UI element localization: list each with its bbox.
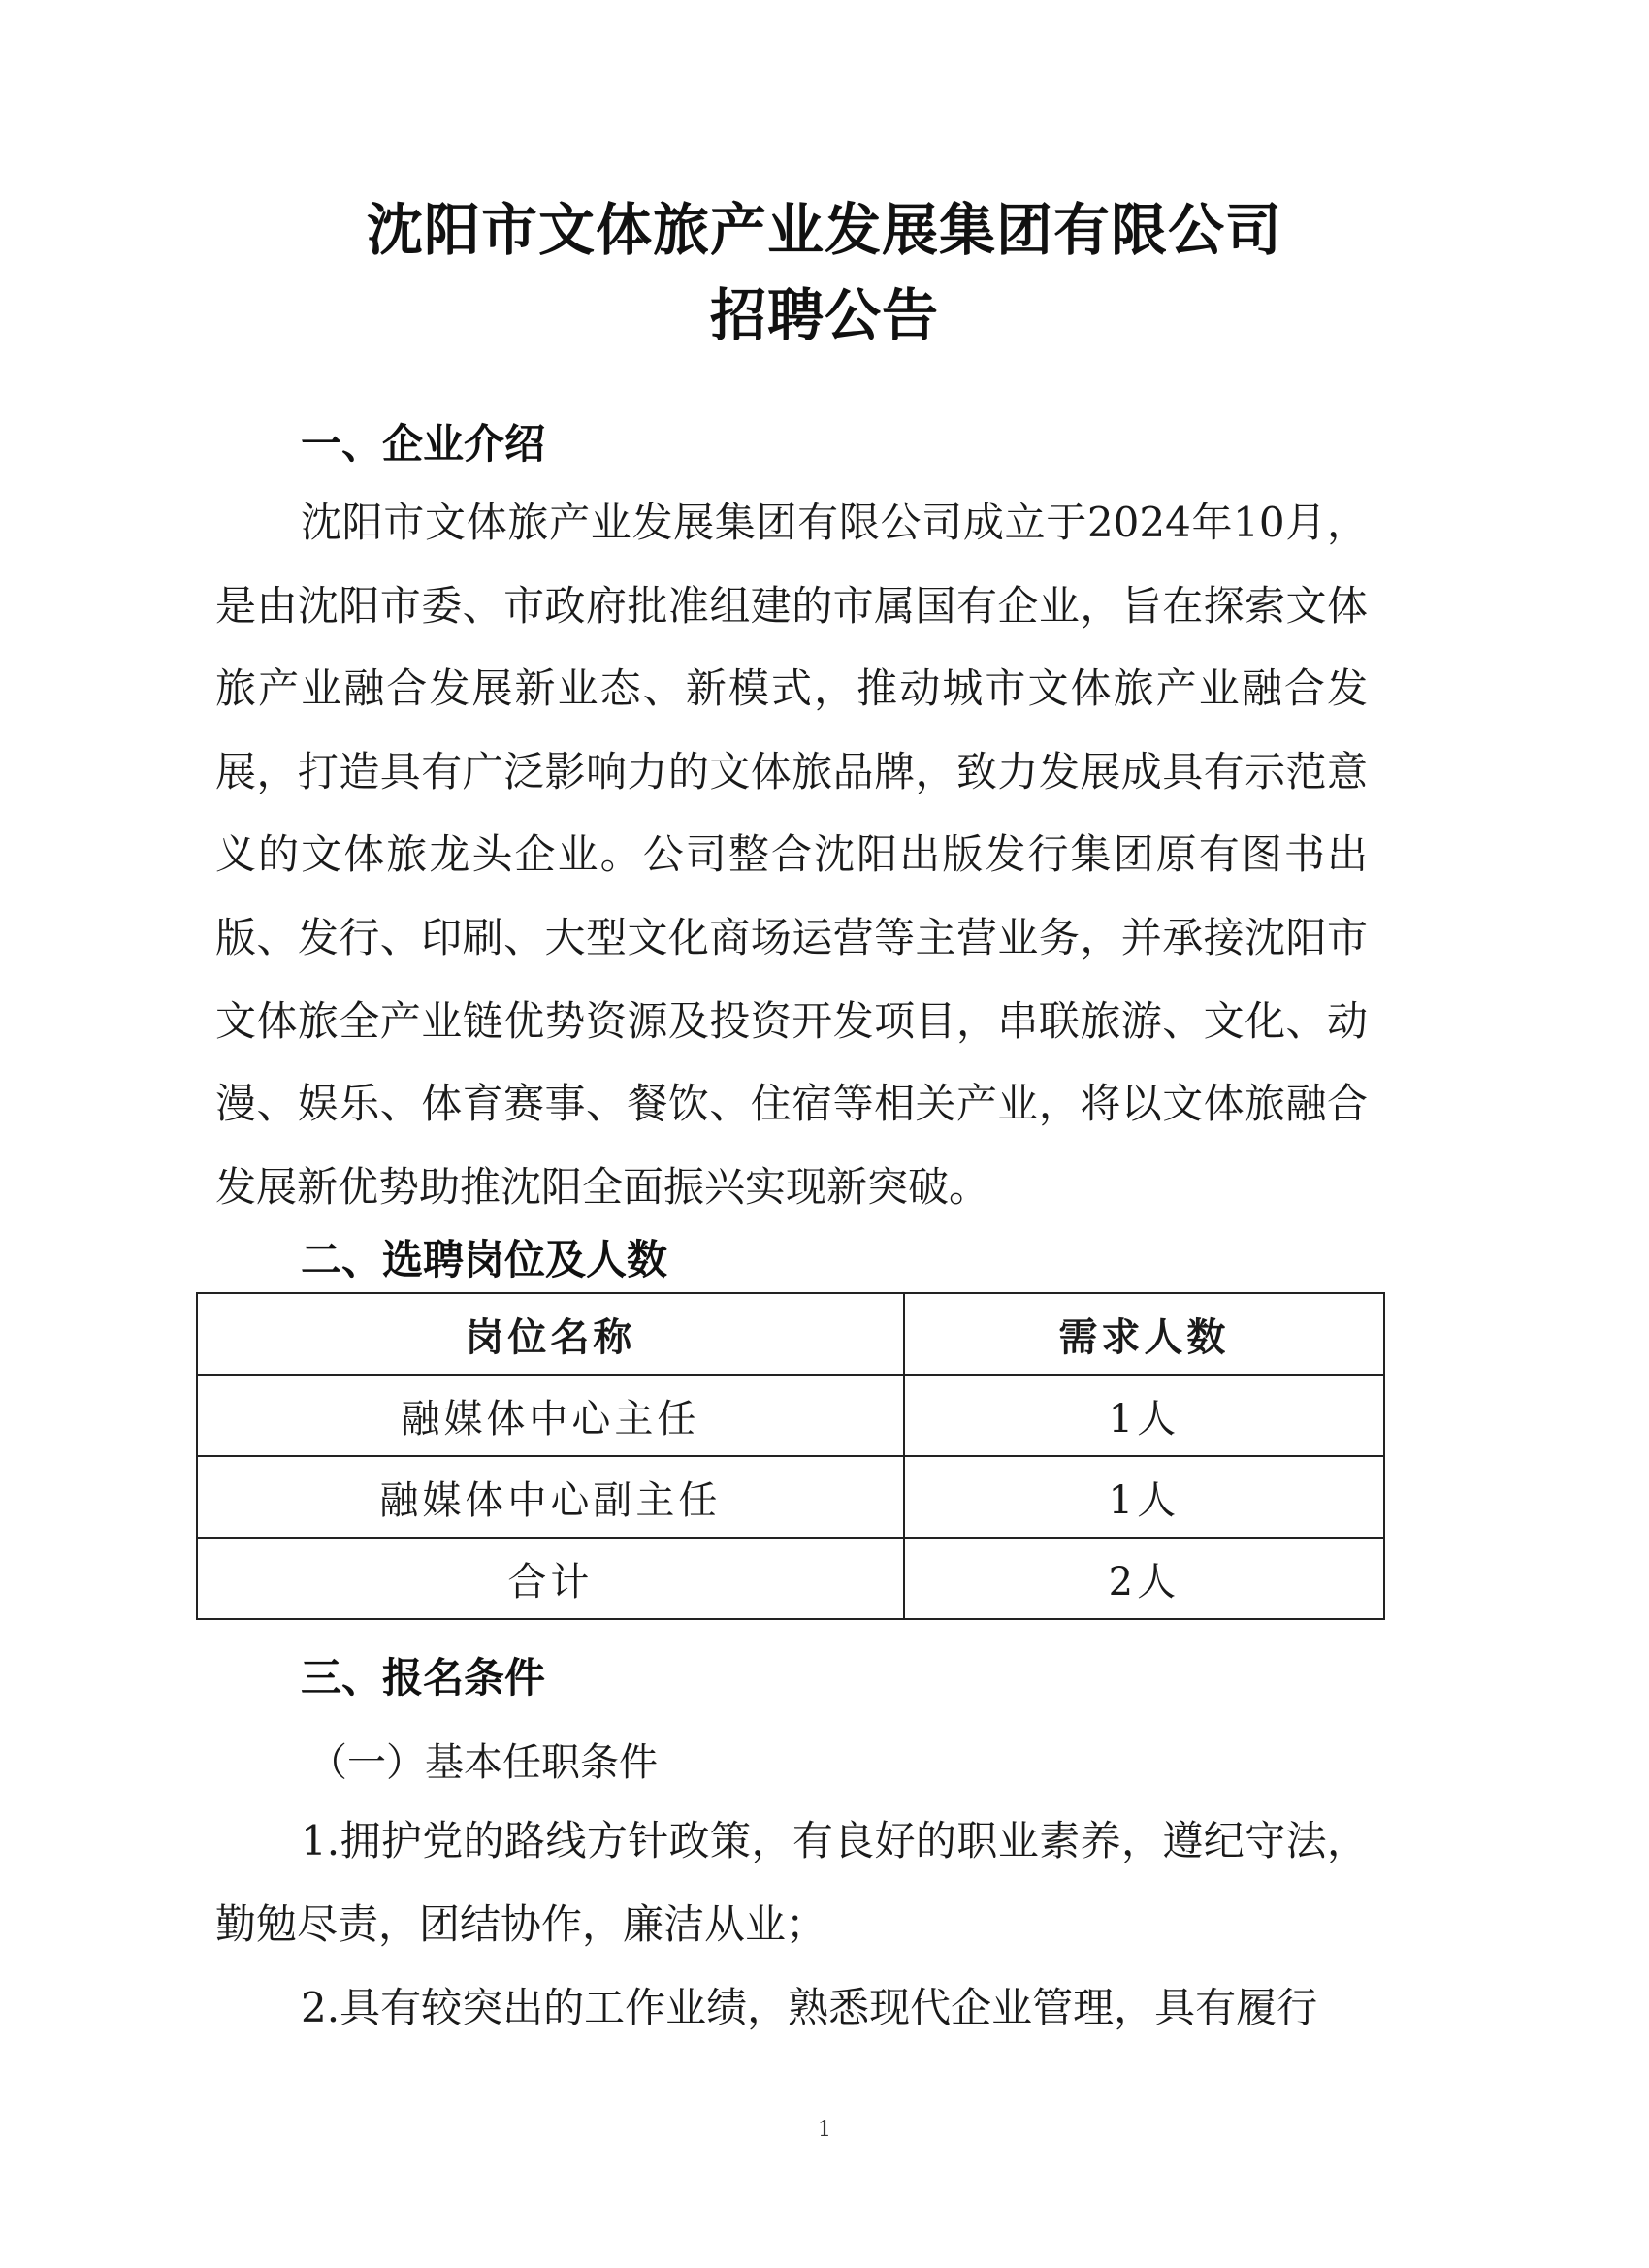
- section-heading-positions: 二、选聘岗位及人数: [301, 1236, 668, 1283]
- table-header-cell: 需求人数: [904, 1293, 1384, 1375]
- document-title: 沈阳市文体旅产业发展集团有限公司: [366, 197, 1282, 263]
- requirement-item-2: 2.具有较突出的工作业绩，熟悉现代企业管理，具有履行: [301, 1984, 1318, 2031]
- table-header-cell: 岗位名称: [197, 1293, 904, 1375]
- table-row-total: [197, 1538, 1384, 1619]
- requirement-item-1: 1.拥护党的路线方针政策，有良好的职业素养，遵纪守法，勤勉尽责，团结协作，廉洁从业；: [215, 1817, 1368, 1948]
- table-row: [197, 1375, 1384, 1456]
- headcount-cell: 1人: [904, 1456, 1384, 1538]
- table-header-row: [197, 1293, 1384, 1375]
- total-label-cell: 合计: [197, 1538, 904, 1619]
- total-headcount-cell: 2人: [904, 1538, 1384, 1619]
- page-number: 1: [818, 2118, 831, 2142]
- subsection-heading-basic-requirements: （一）基本任职条件: [308, 1740, 658, 1785]
- document-subtitle: 招聘公告: [709, 282, 939, 348]
- positions-table: [196, 1292, 1385, 1620]
- section-heading-company-intro: 一、企业介绍: [301, 420, 546, 468]
- company-intro-paragraph: 沈阳市文体旅产业发展集团有限公司成立于2024年10月，是由沈阳市委、市政府批准组建的市属国有企业，旨在探索文体旅产业融合发展新业态、新模式，推动城市文体旅产业融合发展，打造具有广泛影响力的文体旅品牌，致力发展成具有示范意义的文体旅龙头企业。公司整合沈阳出版发行集团原有图书出版、发行、印刷、大型文化商场运营等主营业务，并承接沈阳市文体旅全产业链优势资源及投资开发项目，串联旅游、文化、动漫、娱乐、体育赛事、餐饮、住宿等相关产业，将以文体旅融合发展新优势助推沈阳全面振兴实现新突破。: [215, 499, 1368, 1211]
- position-name-cell: 融媒体中心主任: [197, 1375, 904, 1456]
- headcount-cell: 1人: [904, 1375, 1384, 1456]
- table-row: [197, 1456, 1384, 1538]
- section-heading-requirements: 三、报名条件: [301, 1654, 546, 1701]
- position-name-cell: 融媒体中心副主任: [197, 1456, 904, 1538]
